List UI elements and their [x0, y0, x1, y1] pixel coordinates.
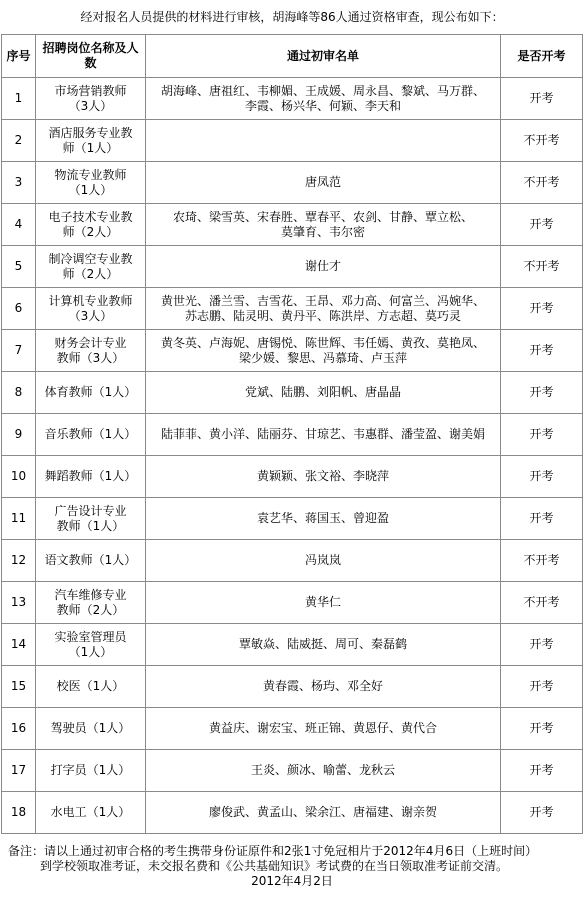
cell-exam: 开考 — [501, 78, 583, 120]
cell-no: 14 — [2, 624, 36, 666]
cell-exam: 开考 — [501, 624, 583, 666]
cell-no: 4 — [2, 204, 36, 246]
cell-exam: 开考 — [501, 792, 583, 834]
header-exam: 是否开考 — [501, 35, 583, 78]
cell-position: 语文教师（1人） — [36, 540, 146, 582]
table-row — [2, 246, 583, 288]
cell-names: 谢仕才 — [146, 246, 501, 288]
cell-exam: 开考 — [501, 372, 583, 414]
cell-names: 陆菲菲、黄小洋、陆丽芬、甘琼艺、韦惠群、潘莹盈、谢美娟 — [146, 414, 501, 456]
cell-exam: 不开考 — [501, 540, 583, 582]
cell-names: 农琦、梁雪英、宋春胜、覃春平、农剑、甘静、覃立松、 莫肇育、韦尔密 — [146, 204, 501, 246]
note-date: 2012年4月2日 — [251, 874, 333, 888]
note-line-2: 到学校领取准考证，未交报名费和《公共基础知识》考试费的在当日领取准考证前交清。 — [40, 859, 509, 873]
cell-exam: 不开考 — [501, 246, 583, 288]
table-row — [2, 162, 583, 204]
cell-position: 汽车维修专业 教师（2人） — [36, 582, 146, 624]
cell-position: 物流专业教师 （1人） — [36, 162, 146, 204]
cell-exam: 开考 — [501, 708, 583, 750]
cell-no: 7 — [2, 330, 36, 372]
cell-exam: 开考 — [501, 666, 583, 708]
cell-exam: 开考 — [501, 204, 583, 246]
cell-exam: 开考 — [501, 498, 583, 540]
cell-names: 黄益庆、谢宏宝、班正锦、黄恩仔、黄代合 — [146, 708, 501, 750]
table-row — [2, 456, 583, 498]
cell-names: 胡海峰、唐祖红、韦柳媚、王成媛、周永昌、黎斌、马万群、 李霞、杨兴华、何颖、李天和 — [146, 78, 501, 120]
table-header-row — [2, 35, 583, 78]
table-row — [2, 708, 583, 750]
cell-no: 12 — [2, 540, 36, 582]
table-row — [2, 582, 583, 624]
cell-exam: 开考 — [501, 414, 583, 456]
cell-exam: 开考 — [501, 330, 583, 372]
cell-no: 6 — [2, 288, 36, 330]
cell-no: 16 — [2, 708, 36, 750]
cell-position: 计算机专业教师 （3人） — [36, 288, 146, 330]
table-row — [2, 540, 583, 582]
cell-position: 制冷调空专业教 师（2人） — [36, 246, 146, 288]
cell-names: 袁艺华、蒋国玉、曾迎盈 — [146, 498, 501, 540]
cell-position: 实验室管理员 （1人） — [36, 624, 146, 666]
cell-names: 唐凤范 — [146, 162, 501, 204]
table-row — [2, 120, 583, 162]
cell-no: 18 — [2, 792, 36, 834]
cell-position: 驾驶员（1人） — [36, 708, 146, 750]
cell-position: 水电工（1人） — [36, 792, 146, 834]
cell-position: 广告设计专业 教师（1人） — [36, 498, 146, 540]
cell-position: 市场营销教师 （3人） — [36, 78, 146, 120]
note-section — [0, 844, 584, 889]
cell-no: 13 — [2, 582, 36, 624]
cell-exam: 开考 — [501, 750, 583, 792]
table-row — [2, 792, 583, 834]
cell-names: 王炎、颜冰、喻蕾、龙秋云 — [146, 750, 501, 792]
table-row — [2, 78, 583, 120]
header-position: 招聘岗位名称及人数 — [36, 35, 146, 78]
header-names: 通过初审名单 — [146, 35, 501, 78]
table-row — [2, 624, 583, 666]
cell-position: 电子技术专业教 师（2人） — [36, 204, 146, 246]
cell-position: 体育教师（1人） — [36, 372, 146, 414]
review-result-table — [1, 34, 583, 834]
cell-names: 廖俊武、黄孟山、梁余江、唐福建、谢亲贺 — [146, 792, 501, 834]
cell-exam: 开考 — [501, 456, 583, 498]
table-row — [2, 288, 583, 330]
cell-names: 党斌、陆鹏、刘阳帆、唐晶晶 — [146, 372, 501, 414]
table-row — [2, 750, 583, 792]
table-row — [2, 372, 583, 414]
cell-names: 覃敏焱、陆威挺、周可、秦磊鹤 — [146, 624, 501, 666]
cell-position: 校医（1人） — [36, 666, 146, 708]
cell-exam: 不开考 — [501, 582, 583, 624]
cell-names: 黄春霞、杨玙、邓全好 — [146, 666, 501, 708]
cell-no: 9 — [2, 414, 36, 456]
table-row — [2, 330, 583, 372]
table-row — [2, 666, 583, 708]
cell-exam: 开考 — [501, 288, 583, 330]
header-no: 序号 — [2, 35, 36, 78]
cell-names: 黄颖颖、张文裕、李晓萍 — [146, 456, 501, 498]
cell-exam: 不开考 — [501, 162, 583, 204]
cell-names: 冯岚岚 — [146, 540, 501, 582]
cell-no: 3 — [2, 162, 36, 204]
cell-names: 黄世光、潘兰雪、吉雪花、王昂、邓力高、何富兰、冯婉华、 苏志鹏、陆灵明、黄丹平、陈洪岸、方志超、莫巧灵 — [146, 288, 501, 330]
table-row — [2, 204, 583, 246]
cell-no: 1 — [2, 78, 36, 120]
cell-names — [146, 120, 501, 162]
cell-no: 8 — [2, 372, 36, 414]
cell-position: 酒店服务专业教 师（1人） — [36, 120, 146, 162]
cell-position: 音乐教师（1人） — [36, 414, 146, 456]
table-row — [2, 498, 583, 540]
intro-text: 经对报名人员提供的材料进行审核，胡海峰等86人通过资格审查，现公布如下： — [80, 10, 504, 24]
cell-no: 5 — [2, 246, 36, 288]
cell-names: 黄华仁 — [146, 582, 501, 624]
cell-no: 17 — [2, 750, 36, 792]
cell-names: 黄冬英、卢海妮、唐锡悦、陈世辉、韦任嫣、黄孜、莫艳凤、 梁少媛、黎思、冯慕琦、卢玉萍 — [146, 330, 501, 372]
cell-no: 2 — [2, 120, 36, 162]
cell-no: 15 — [2, 666, 36, 708]
table-body — [2, 78, 583, 834]
cell-no: 11 — [2, 498, 36, 540]
cell-exam: 不开考 — [501, 120, 583, 162]
cell-position: 财务会计专业 教师（3人） — [36, 330, 146, 372]
cell-position: 舞蹈教师（1人） — [36, 456, 146, 498]
cell-no: 10 — [2, 456, 36, 498]
cell-position: 打字员（1人） — [36, 750, 146, 792]
note-line-1: 备注：请以上通过初审合格的考生携带身份证原件和2张1寸免冠相片于2012年4月6日（上班时间） — [8, 844, 538, 858]
table-row — [2, 414, 583, 456]
